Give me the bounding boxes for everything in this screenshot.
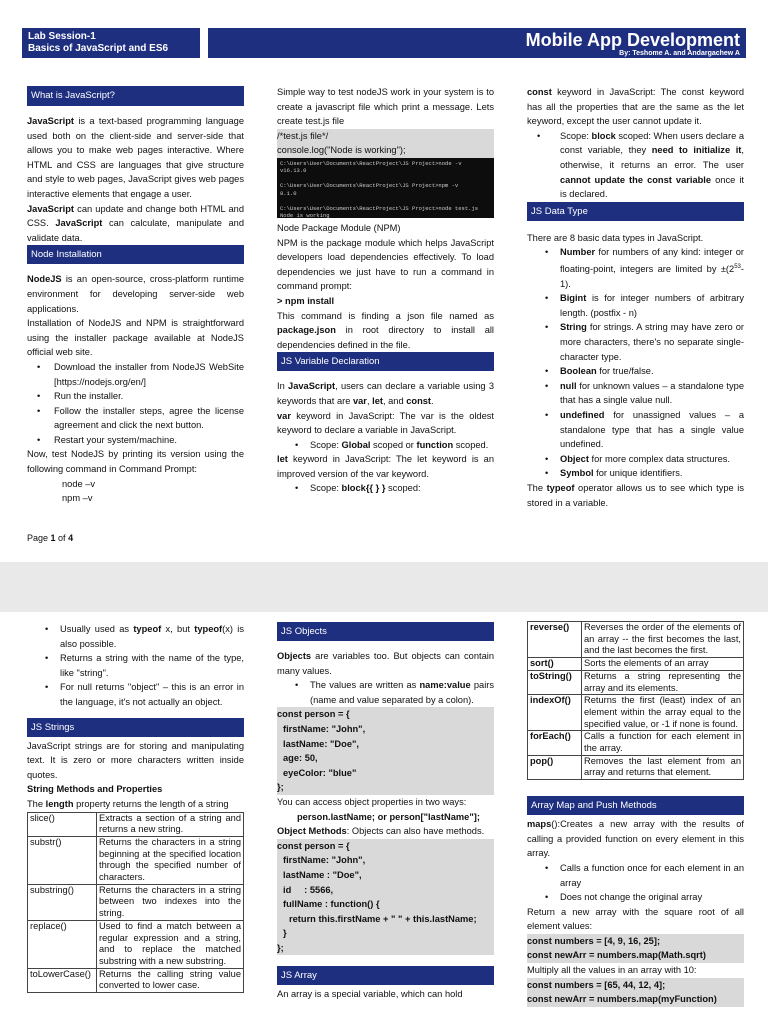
term-javascript: JavaScript bbox=[288, 381, 336, 392]
list-item: • Follow the installer steps, agree the license agreement and click the next button. bbox=[27, 404, 244, 433]
paragraph-typeof bbox=[527, 481, 744, 510]
term-number: Number bbox=[560, 247, 596, 258]
table-cell-description: Reverses the order of the elements of an array -- the first becomes the last, and the last becomes the first. bbox=[582, 622, 744, 658]
table-cell-description: Returns a string representing the array and its elements. bbox=[582, 670, 744, 694]
text-span: : Objects can also have methods. bbox=[346, 826, 485, 837]
installation-steps-list bbox=[27, 360, 244, 448]
text-span: In bbox=[277, 381, 289, 392]
term-need-initialize: need to initialize it bbox=[651, 145, 742, 156]
table-cell-method: forEach() bbox=[528, 731, 582, 755]
typeof-notes-list bbox=[27, 622, 244, 710]
table-row bbox=[28, 884, 244, 920]
table-cell-method: reverse() bbox=[528, 622, 582, 658]
term-typeof: typeof bbox=[546, 482, 575, 493]
paragraph-var-keyword bbox=[277, 409, 494, 438]
paragraph-npm-install bbox=[277, 309, 494, 353]
terminal-line: C:\Users\User\Documents\ReactProject\JS Project>node -v bbox=[280, 159, 462, 167]
table-cell-method: pop() bbox=[528, 755, 582, 779]
table-cell-description: Returns the first (least) index of an element within the array equal to the specified value, or -1 if none is found. bbox=[582, 695, 744, 731]
paragraph-object-methods bbox=[277, 824, 494, 839]
term-cannot-update: cannot update the const variable bbox=[560, 174, 712, 185]
section-heading-strings: JS Strings bbox=[27, 718, 244, 737]
table-row bbox=[28, 836, 244, 884]
list-item bbox=[527, 364, 744, 379]
text-span: scoped: bbox=[385, 483, 421, 494]
term-package-json: package.json bbox=[277, 325, 336, 336]
code-line: id : 5566, bbox=[283, 884, 334, 895]
code-line: fullName : function() { bbox=[283, 899, 380, 910]
table-cell-method: slice() bbox=[28, 812, 97, 836]
term-name-value: name:value bbox=[419, 680, 471, 691]
table-row bbox=[528, 658, 744, 671]
table-cell-description: Used to find a match between a regular expression and a string, and to replace the matched substring with a new substring. bbox=[97, 920, 244, 968]
text-span: The values are written as bbox=[310, 680, 420, 691]
text-span: , bbox=[366, 395, 373, 406]
term-bigint: Bigint bbox=[560, 293, 587, 304]
page-total: 4 bbox=[68, 533, 74, 543]
code-line: }; bbox=[277, 782, 284, 793]
command-npm-install: > npm install bbox=[277, 295, 335, 306]
text-span: x, but bbox=[161, 624, 195, 634]
array-methods-table bbox=[527, 621, 744, 780]
text-span: keyword in JavaScript: The let keyword is an improved version of the var keyword. bbox=[277, 454, 494, 479]
text-span: once it is declared. bbox=[560, 174, 744, 200]
text-span: , otherwise, it returns an error. The user bbox=[560, 145, 744, 170]
paragraph-access-properties: You can access object properties in two ways: bbox=[277, 796, 467, 807]
paragraph-npm: NPM is the package module which helps JavaScript developers load dependencies effectively. To load dependencies we just have to run a command in command prompt: bbox=[277, 237, 494, 292]
code-block-person-methods bbox=[277, 839, 494, 956]
list-item: • Download the installer from NodeJS WebSite [https://nodejs.org/en/] bbox=[27, 360, 244, 389]
term-let: let bbox=[277, 454, 288, 465]
course-title-banner bbox=[208, 28, 746, 58]
table-cell-method: toLowerCase() bbox=[28, 968, 97, 992]
list-item bbox=[527, 320, 744, 364]
document-page-2 bbox=[0, 612, 768, 1024]
list-item: • Restart your system/machine. bbox=[27, 433, 244, 448]
page1-column-2 bbox=[277, 85, 494, 496]
section-heading-what-is-javascript: What is JavaScript? bbox=[27, 86, 244, 106]
list-item bbox=[277, 438, 494, 453]
code-line: lastName : "Doe", bbox=[283, 869, 362, 880]
list-item bbox=[527, 245, 744, 291]
text-span: Scope: bbox=[560, 130, 592, 141]
text-span: Scope: bbox=[310, 439, 342, 450]
table-cell-description: Returns the characters in a string beginning at the specified location through the specified number of characters. bbox=[97, 836, 244, 884]
command-node-version: node –v bbox=[62, 478, 96, 489]
superscript: 53 bbox=[734, 263, 741, 270]
term-const: const bbox=[527, 87, 552, 97]
terminal-screenshot bbox=[277, 158, 494, 218]
paragraph-strings: JavaScript strings are for storing and manipulating text. It is zero or more characters written inside quotes. bbox=[27, 740, 244, 780]
text-span: (x) is also possible. bbox=[60, 624, 244, 649]
page-footer bbox=[27, 533, 73, 543]
text-span: is a text-based programming language used both on the client-side and server-side that allows you to make web pages interactive. Where HTML and CSS are languages that give structure and style to web pages, JavaScript gives web pages interactive elements that engage a user. bbox=[27, 116, 244, 199]
paragraph-js-capabilities bbox=[27, 202, 244, 246]
list-item bbox=[27, 622, 244, 651]
table-row bbox=[28, 968, 244, 992]
text-span: for strings. A string may have zero or more characters, there's no separate single-character type. bbox=[560, 322, 744, 362]
code-line: const numbers = [4, 9, 16, 25]; bbox=[527, 935, 661, 946]
term-objects: Objects bbox=[277, 651, 312, 661]
code-line: firstName: "John", bbox=[283, 855, 366, 866]
objects-notes-list bbox=[277, 678, 494, 707]
code-block-person-object bbox=[277, 707, 494, 795]
table-cell-method: substr() bbox=[28, 836, 97, 884]
term-var: var bbox=[352, 395, 367, 406]
course-title: Mobile App Development bbox=[525, 30, 740, 50]
list-item: • Run the installer. bbox=[27, 389, 244, 404]
page2-column-3 bbox=[527, 621, 744, 1007]
page-number: 1 bbox=[50, 533, 56, 543]
text-span: -1). bbox=[560, 264, 744, 289]
terminal-line: v16.13.0 bbox=[280, 167, 307, 175]
text-span: is for integer numbers of arbitrary length. (postfix - n) bbox=[560, 293, 744, 318]
paragraph-test-nodejs: Now, test NodeJS by printing its version using the following command in Command Prompt: bbox=[27, 449, 244, 475]
text-span: for unassigned values – a standalone type that has a single value undefined. bbox=[560, 409, 744, 450]
text-span: keyword in JavaScript: The const keyword has all the properties that are the same as the let keyword, except the user cannot update it. bbox=[527, 87, 744, 127]
text-span: operator allows us to see which type is stored in a variable. bbox=[527, 482, 744, 508]
table-cell-description: Calls a function for each element in the array. bbox=[582, 731, 744, 755]
lab-session-topic: Basics of JavaScript and ES6 bbox=[28, 43, 169, 54]
list-item bbox=[527, 129, 744, 202]
term-undefined: undefined bbox=[560, 409, 605, 420]
lab-session-number: Lab Session-1 bbox=[28, 31, 96, 42]
table-cell-description: Returns the calling string value converted to lower case. bbox=[97, 968, 244, 992]
page1-column-1 bbox=[27, 86, 244, 506]
code-block-map-multiply bbox=[527, 978, 744, 1007]
page2-column-2 bbox=[277, 622, 494, 1002]
term-function: function bbox=[416, 439, 454, 450]
section-heading-objects: JS Objects bbox=[277, 622, 494, 641]
code-line: } bbox=[283, 928, 287, 939]
code-line: return this.firstName + " " + this.lastName; bbox=[289, 913, 477, 924]
page-gap bbox=[0, 562, 768, 612]
code-line: const newArr = numbers.map(myFunction) bbox=[527, 994, 717, 1005]
text-span: keyword in JavaScript: The var is the oldest keyword to declare a variable in JavaScript. bbox=[277, 410, 494, 436]
text-span: can calculate, manipulate and validate data. bbox=[27, 218, 244, 243]
term-null: null bbox=[560, 380, 577, 391]
text-span: are variables too. But objects can contain many values. bbox=[277, 651, 494, 676]
lab-session-banner bbox=[22, 28, 200, 58]
text-span: ():Creates a new array with the results of calling a provided function on every element in this array. bbox=[527, 819, 744, 859]
var-scope-list bbox=[277, 438, 494, 453]
section-heading-map-push: Array Map and Push Methods bbox=[527, 796, 744, 815]
code-line: const person = { bbox=[277, 709, 350, 720]
code-line: lastName: "Doe", bbox=[283, 738, 359, 749]
term-maps: maps bbox=[527, 819, 552, 830]
table-row bbox=[528, 622, 744, 658]
term-const: const bbox=[406, 395, 432, 406]
text-span: scoped: When users declare a const variable, they bbox=[560, 130, 744, 156]
paragraph-const-keyword bbox=[527, 85, 744, 129]
section-heading-data-type: JS Data Type bbox=[527, 202, 744, 221]
terminal-line: Node is working bbox=[280, 212, 330, 218]
terminal-line bbox=[280, 197, 491, 205]
list-item bbox=[527, 408, 744, 452]
term-symbol: Symbol bbox=[560, 468, 594, 479]
text-span: , and bbox=[382, 395, 407, 406]
code-line: eyeColor: "blue" bbox=[283, 767, 357, 778]
term-typeof: typeof bbox=[194, 624, 223, 634]
section-heading-array: JS Array bbox=[277, 966, 494, 985]
term-block: block{{ } } bbox=[341, 483, 386, 494]
paragraph-var-intro bbox=[277, 379, 494, 408]
term-object-methods: Object Methods bbox=[277, 826, 347, 837]
paragraph-what-is-js bbox=[27, 114, 244, 202]
text-span: property returns the length of a string bbox=[73, 798, 229, 809]
list-item bbox=[277, 481, 494, 496]
text-span: Scope: bbox=[310, 483, 342, 494]
map-notes-list bbox=[527, 861, 744, 905]
text-span: of bbox=[55, 533, 69, 543]
table-cell-description: Extracts a section of a string and returns a new string. bbox=[97, 812, 244, 836]
term-javascript: JavaScript bbox=[27, 116, 75, 126]
paragraph-array: An array is a special variable, which can hold bbox=[277, 989, 463, 1000]
table-cell-method: substring() bbox=[28, 884, 97, 920]
text-span: Page bbox=[27, 533, 51, 543]
terminal-line: C:\Users\User\Documents\ReactProject\JS Project>npm -v bbox=[280, 182, 459, 190]
table-cell-method: sort() bbox=[528, 658, 582, 671]
table-row bbox=[528, 695, 744, 731]
list-item bbox=[527, 291, 744, 320]
table-row bbox=[28, 812, 244, 836]
code-block-map-sqrt bbox=[527, 934, 744, 963]
page2-column-1 bbox=[27, 622, 244, 993]
term-block: block bbox=[591, 130, 616, 141]
paragraph-data-types-intro: There are 8 basic data types in JavaScript. bbox=[527, 232, 704, 243]
data-types-list bbox=[527, 245, 744, 481]
table-cell-method: replace() bbox=[28, 920, 97, 968]
term-boolean: Boolean bbox=[560, 366, 597, 377]
paragraph-test-intro: Simple way to test nodeJS work in your system is to create a javascript file which print a message. Lets create test.js file bbox=[277, 87, 494, 127]
code-access-properties: person.lastName; or person["lastName"]; bbox=[297, 811, 480, 822]
list-item bbox=[527, 452, 744, 467]
list-item: • Returns a string with the name of the type, like "string". bbox=[27, 651, 244, 680]
text-span: Usually used as bbox=[60, 624, 134, 634]
term-javascript: JavaScript bbox=[27, 203, 75, 214]
code-line: age: 50, bbox=[283, 753, 318, 764]
terminal-line bbox=[280, 175, 491, 183]
term-object: Object bbox=[560, 453, 589, 464]
paragraph-let-keyword bbox=[277, 452, 494, 481]
string-methods-title: String Methods and Properties bbox=[27, 784, 163, 795]
string-methods-table bbox=[27, 812, 244, 994]
code-line: /*test.js file*/ bbox=[277, 130, 329, 141]
paragraph-installation: Installation of NodeJS and NPM is straightforward using the installer package available at NodeJS official web site. bbox=[27, 318, 244, 358]
section-heading-node-installation: Node Installation bbox=[27, 245, 244, 264]
term-javascript: JavaScript bbox=[55, 218, 103, 229]
terminal-line: C:\Users\User\Documents\ReactProject\JS Project>node test.js bbox=[280, 204, 479, 212]
section-heading-variable-declaration: JS Variable Declaration bbox=[277, 352, 494, 371]
text-span: can update and change both HTML and CSS. bbox=[27, 203, 244, 229]
term-length: length bbox=[45, 798, 74, 809]
list-item bbox=[527, 466, 744, 481]
course-authors: By: Teshome A. and Andargachew A bbox=[619, 50, 740, 57]
list-item bbox=[277, 678, 494, 707]
term-nodejs: NodeJS bbox=[27, 274, 62, 285]
list-item: • Calls a function once for each element in an array bbox=[527, 861, 744, 890]
table-row bbox=[28, 920, 244, 968]
command-npm-version: npm –v bbox=[62, 493, 93, 504]
terminal-line: 8.1.0 bbox=[280, 189, 297, 197]
code-line: const newArr = numbers.map(Math.sqrt) bbox=[527, 950, 706, 961]
text-span: is an open-source, cross-platform runtime environment for developing server-side web applications. bbox=[27, 274, 244, 314]
paragraph-map bbox=[527, 817, 744, 861]
text-span: for more complex data structures. bbox=[588, 453, 730, 464]
text-span: This command is finding a json file named as bbox=[277, 310, 494, 321]
term-string: String bbox=[560, 322, 587, 333]
table-row bbox=[528, 755, 744, 779]
text-span: for unique identifiers. bbox=[593, 468, 683, 479]
table-row bbox=[528, 670, 744, 694]
table-cell-description: Sorts the elements of an array bbox=[582, 658, 744, 671]
text-span: pairs (name and value separated by a colon). bbox=[310, 680, 494, 705]
list-item: • For null returns "object" – this is an error in the language, it's not actually an object. bbox=[27, 680, 244, 709]
term-typeof: typeof bbox=[133, 624, 162, 634]
paragraph-objects bbox=[277, 649, 494, 678]
paragraph-nodejs bbox=[27, 272, 244, 316]
table-row bbox=[528, 731, 744, 755]
text-span: scoped or bbox=[370, 439, 417, 450]
text-span: The bbox=[527, 482, 547, 493]
code-block-test-js bbox=[277, 129, 494, 158]
term-let: let bbox=[372, 395, 383, 406]
text-span: The bbox=[27, 798, 46, 809]
table-cell-description: Returns the characters in a string between two indexes into the string. bbox=[97, 884, 244, 920]
page1-column-3 bbox=[527, 85, 744, 510]
term-var: var bbox=[277, 410, 291, 421]
text-span: for numbers of any kind: integer or floating-point, integers are limited by ±(2 bbox=[560, 247, 744, 275]
text-span: for unknown values – a standalone type that has a single value null. bbox=[560, 380, 744, 406]
paragraph-length bbox=[27, 797, 244, 812]
table-cell-method: toString() bbox=[528, 670, 582, 694]
code-line: const numbers = [65, 44, 12, 4]; bbox=[527, 979, 666, 990]
text-span: , users can declare a variable using 3 keywords that are bbox=[277, 381, 494, 406]
text-span: for true/false. bbox=[596, 366, 654, 377]
text-span: in root directory to install all dependencies defined in the file. bbox=[277, 325, 494, 350]
list-item bbox=[527, 379, 744, 408]
code-line: console.log("Node is working"); bbox=[277, 145, 406, 156]
list-item: • Does not change the original array bbox=[527, 890, 744, 905]
code-line: }; bbox=[277, 942, 284, 953]
table-cell-method: indexOf() bbox=[528, 695, 582, 731]
text-span: . bbox=[431, 395, 434, 406]
const-scope-list bbox=[527, 129, 744, 202]
paragraph-map-multiply: Multiply all the values in an array with 10: bbox=[527, 965, 697, 976]
npm-title: Node Package Module (NPM) bbox=[277, 222, 401, 233]
term-global: Global bbox=[341, 439, 371, 450]
paragraph-map-sqrt: Return a new array with the square root of all element values: bbox=[527, 906, 744, 932]
let-scope-list bbox=[277, 481, 494, 496]
table-cell-description: Removes the last element from an array and returns that element. bbox=[582, 755, 744, 779]
text-span: scoped. bbox=[453, 439, 489, 450]
code-line: const person = { bbox=[277, 840, 350, 851]
code-line: firstName: "John", bbox=[283, 723, 366, 734]
